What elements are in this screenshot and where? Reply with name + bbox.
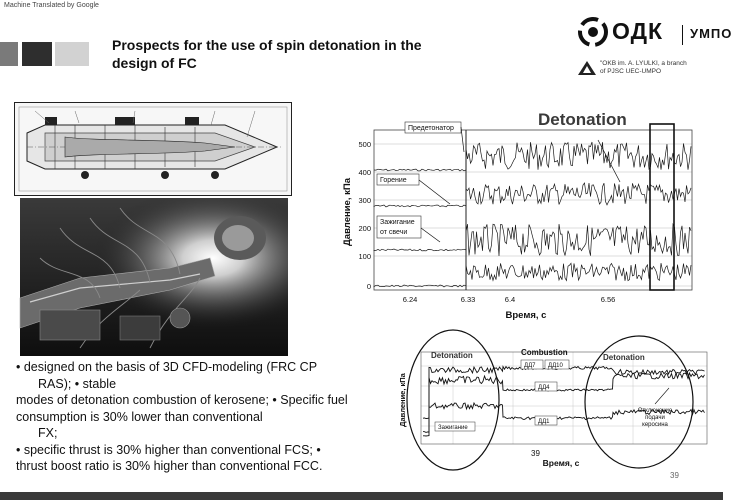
main-y-tick-0: 0 <box>366 282 371 291</box>
decor-bar-2 <box>22 42 52 66</box>
main-x-axis-label: Время, с <box>505 310 547 321</box>
decor-bar-1 <box>0 42 18 66</box>
slide-title: Prospects for the use of spin detonation in the design of FC <box>112 37 422 71</box>
annotation-ignition-2: от свечи <box>380 229 408 236</box>
pressure-traces <box>374 142 691 287</box>
logo-separator <box>682 25 683 45</box>
pressure-trace-2 <box>374 183 691 207</box>
footer-bar <box>0 492 723 500</box>
annotation-combustion: Горение <box>380 177 407 184</box>
main-x-tick-2: 6.33 <box>460 295 476 304</box>
small-label-combustion: Combustion <box>521 348 568 357</box>
main-y-axis-label: Давление, кПа <box>342 178 353 246</box>
main-x-tick-1: 6.24 <box>402 295 418 304</box>
small-chart-number: 39 <box>531 449 540 458</box>
sensor-dd1: ДД1 <box>538 419 550 425</box>
feature-bullet-list <box>16 359 368 475</box>
machine-translated-label: Machine Translated by Google <box>4 2 99 9</box>
annotation-predetonator: Предетонатор <box>408 125 454 132</box>
small-x-axis-label: Время, с <box>542 458 580 468</box>
logo-division: УМПО <box>690 26 732 41</box>
small-label-ignition: Зажигание <box>438 425 468 431</box>
small-label-detonation-left: Detonation <box>431 351 473 360</box>
fuel-off-line-2: подачи <box>645 415 665 421</box>
bullet-line-4: consumption is 30% lower than conventional <box>16 409 263 424</box>
bullet-line-6: • specific thrust is 30% higher than conventional FCS; • <box>16 442 321 457</box>
sensor-dd10: ДД10 <box>548 363 563 369</box>
main-x-tick-4: 6.56 <box>600 295 616 304</box>
main-y-tick-400: 400 <box>358 168 371 177</box>
main-y-tick-300: 300 <box>358 196 371 205</box>
branch-emblem-icon <box>578 61 596 75</box>
annotation-ignition-1: Зажигание <box>380 219 415 226</box>
main-y-tick-500: 500 <box>358 140 371 149</box>
pressure-trace-3 <box>374 224 691 256</box>
small-label-detonation-right: Detonation <box>603 353 645 362</box>
small-y-axis-label: Давление, кПа <box>398 373 407 427</box>
fuel-off-line-1: Отключение <box>637 408 673 414</box>
main-x-tick-3: 6.4 <box>504 295 516 304</box>
main-y-tick-100: 100 <box>358 252 371 261</box>
sensor-dd7: ДД7 <box>524 363 536 369</box>
highlight-window <box>650 124 674 290</box>
branch-line-2: of PJSC UEC-UMPO <box>600 67 662 75</box>
odk-swirl-icon <box>578 17 608 47</box>
pressure-chart-sensors <box>393 332 713 472</box>
pressure-trace-4 <box>374 263 691 287</box>
main-y-tick-200: 200 <box>358 224 371 233</box>
sensor-dd4: ДД4 <box>538 385 550 391</box>
page-number: 39 <box>670 471 679 480</box>
bullet-line-3: modes of detonation combustion of kerosene; • Specific fuel <box>16 393 348 407</box>
bullet-line-1: • designed on the basis of 3D CFD-modeling (FRC CP <box>16 360 318 374</box>
engine-cross-section-drawing <box>14 102 292 196</box>
pressure-trace-1 <box>374 142 691 171</box>
pressure-chart-main <box>330 100 710 325</box>
branch-line-1: "OKB im. A. LYULKI, a branch <box>600 60 687 67</box>
bullet-line-5: FX; <box>38 426 58 440</box>
decor-bar-3 <box>55 42 89 66</box>
company-logo <box>578 17 732 77</box>
test-stand-photo <box>20 198 288 356</box>
logo-brand: ОДК <box>612 18 664 44</box>
branch-caption <box>600 60 710 75</box>
bullet-line-7: thrust boost ratio is 30% higher than conventional FCC. <box>16 459 323 473</box>
main-chart-frame <box>374 130 692 290</box>
main-chart-title: Detonation <box>538 110 627 129</box>
fuel-off-line-3: керосина <box>642 422 668 428</box>
bullet-line-2: RAS); • stable <box>38 376 117 391</box>
